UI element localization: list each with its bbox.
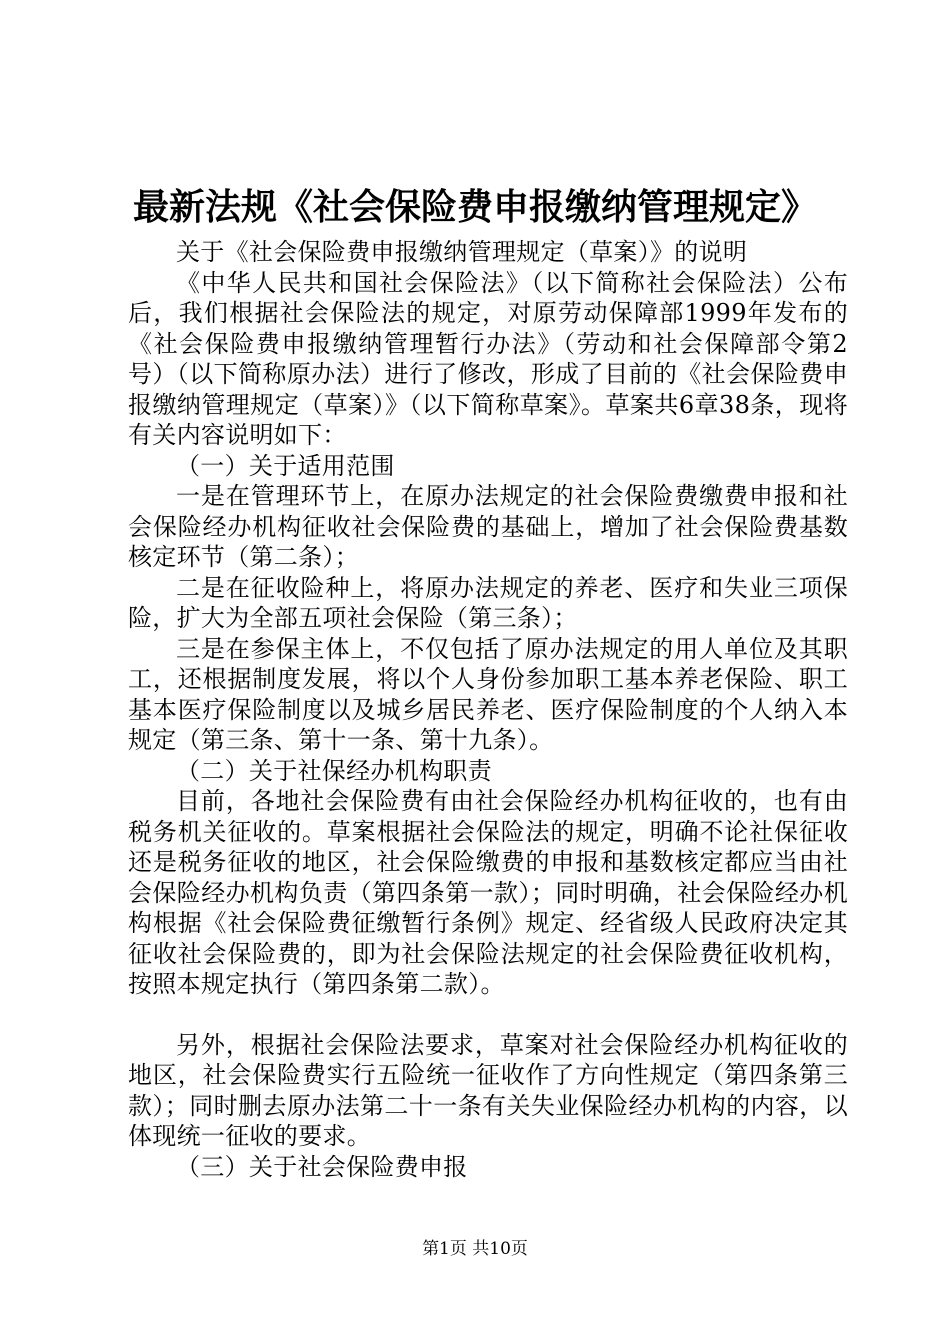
paragraph-subtitle: 关于《社会保险费申报缴纳管理规定（草案）》的说明 xyxy=(176,238,748,266)
paragraph-agency-duties: 目前，各地社会保险费有由社会保险经办机构征收的，也有由税务机关征收的。草案根据社会保险法的规定，明确不论社保征收还是税务征收的地区，社会保险缴费的申报和基数核定都应当由社会保险经办机构负责（第四条第一款）；同时明确，社会保险经办机构根据《社会保险费征缴暂行条例》规定、经省级人民政府决定其征收社会保险费的，即为社会保险法规定的社会保险费征收机构，按照本规定执行（第四条第二款）。 xyxy=(128,787,848,998)
paragraph-gap xyxy=(128,1000,848,1030)
paragraph-scope-2: 二是在征收险种上，将原办法规定的养老、医疗和失业三项保险，扩大为全部五项社会保险（第三条）； xyxy=(128,573,848,632)
paragraph-scope-3: 三是在参保主体上，不仅包括了原办法规定的用人单位及其职工，还根据制度发展，将以个人身份参加职工基本养老保险、职工基本医疗保险制度以及城乡居民养老、医疗保险制度的个人纳入本规定（第三条、第十一条、第十九条）。 xyxy=(128,634,848,754)
document-title: 最新法规《社会保险费申报缴纳管理规定》 xyxy=(132,186,817,228)
section-heading-declaration: （三）关于社会保险费申报 xyxy=(176,1152,468,1181)
section-heading-agency-duties: （二）关于社保经办机构职责 xyxy=(176,756,492,785)
paragraph-intro: 《中华人民共和国社会保险法》（以下简称社会保险法）公布后，我们根据社会保险法的规定，对原劳动保障部1999年发布的《社会保险费申报缴纳管理暂行办法》（劳动和社会保障部令第2号）（以下简称原办法）进行了修改，形成了目前的《社会保险费申报缴纳管理规定（草案）》（以下简称草案》。草案共6章38条，现将有关内容说明如下： xyxy=(128,268,848,449)
paragraph-scope-1: 一是在管理环节上，在原办法规定的社会保险费缴费申报和社会保险经办机构征收社会保险费的基础上，增加了社会保险费基数核定环节（第二条）； xyxy=(128,482,848,571)
section-heading-scope: （一）关于适用范围 xyxy=(176,451,395,480)
paragraph-additional: 另外，根据社会保险法要求，草案对社会保险经办机构征收的地区，社会保险费实行五险统一征收作了方向性规定（第四条第三款）；同时删去原办法第二十一条有关失业保险经办机构的内容，以体现统一征收的要求。 xyxy=(128,1030,848,1150)
document-body xyxy=(128,237,848,1182)
page-footer: 第1页 共10页 xyxy=(422,1239,528,1259)
